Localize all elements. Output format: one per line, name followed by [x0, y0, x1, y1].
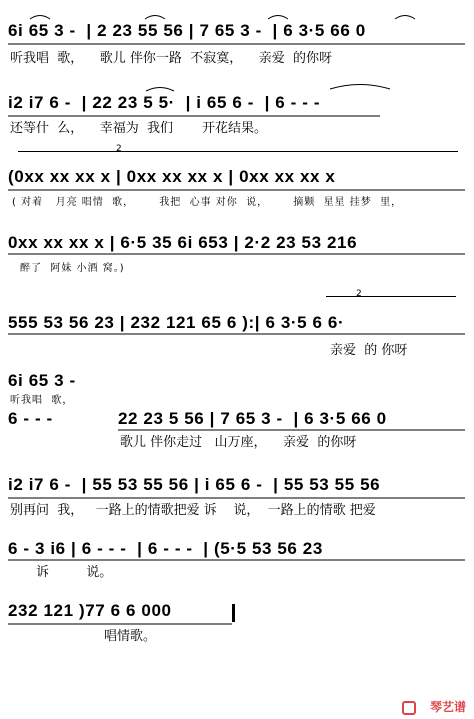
- lyrics-line: 别再问 我， 一路上的情歌把爱 诉 说， 一路上的情歌 把爱: [10, 503, 376, 518]
- notation-line: 6i 65 3 - | 2 23 55 56 | 7 65 3 - | 6 3·5 66 0: [8, 21, 366, 40]
- lyrics-line: 听我唱 歌， 歌儿 伴你一路 不寂寞， 亲爱 的你呀: [10, 51, 332, 66]
- score-system-2: [0, 92, 474, 152]
- notation-line: 232 121 )77 6 6 000: [8, 601, 172, 620]
- lyrics-line: 诉 说。: [36, 565, 113, 580]
- score-system-4: [0, 232, 474, 292]
- watermark-logo-icon: [402, 701, 416, 715]
- watermark-text: 琴艺谱: [429, 700, 466, 714]
- score-system-7: [0, 474, 474, 534]
- notation-line: 555 53 56 23 | 232 121 65 6 ):| 6 3·5 6 6·: [8, 313, 345, 332]
- notation-line: (0xx xx xx x | 0xx xx xx x | 0xx xx xx x: [8, 167, 336, 186]
- score-system-6: [0, 370, 474, 460]
- lyrics-line: 唱情歌。: [104, 629, 157, 644]
- lyrics-line: 醉了 阿妹 小酒 窝。): [20, 263, 125, 274]
- lyrics-line: ( 对着 月亮 唱情 歌， 我把 心事 对你 说， 摘颗 星星 挂梦 里，: [12, 197, 403, 208]
- lyrics-line-upper: 听我唱 歌，: [10, 395, 74, 406]
- lyrics-line: 亲爱 的 你呀: [330, 343, 408, 358]
- volta-bracket: [18, 151, 458, 152]
- final-barline: [232, 604, 235, 622]
- notation-line: 6 - 3 i6 | 6 - - - | 6 - - - | (5·5 53 56 23: [8, 539, 323, 558]
- volta-number: 2: [356, 289, 362, 299]
- notation-line: 0xx xx xx x | 6·5 35 6i 653 | 2·2 23 53 216: [8, 233, 358, 252]
- notation-line: 22 23 5 56 | 7 65 3 - | 6 3·5 66 0: [118, 409, 387, 428]
- score-system-3: [0, 144, 474, 218]
- volta-number: 2: [116, 144, 122, 154]
- notation-line: i2 i7 6 - | 22 23 5 5· | i 65 6 - | 6 - - -: [8, 93, 321, 112]
- notation-line-upper: 6i 65 3 -: [8, 371, 76, 390]
- volta-bracket: [326, 296, 456, 297]
- score-system-5: [0, 289, 474, 364]
- notation-line: i2 i7 6 - | 55 53 55 56 | i 65 6 - | 55 53 55 56: [8, 475, 381, 494]
- lyrics-line: 还等什 么， 幸福为 我们 开花结果。: [10, 121, 267, 136]
- score-system-8: [0, 538, 474, 598]
- score-system-1: [0, 20, 474, 80]
- score-system-9: [0, 600, 474, 660]
- lyrics-line: 歌儿 伴你走过 山万座， 亲爱 的你呀: [120, 435, 357, 450]
- notation-line-lower-left: 6 - - -: [8, 409, 53, 428]
